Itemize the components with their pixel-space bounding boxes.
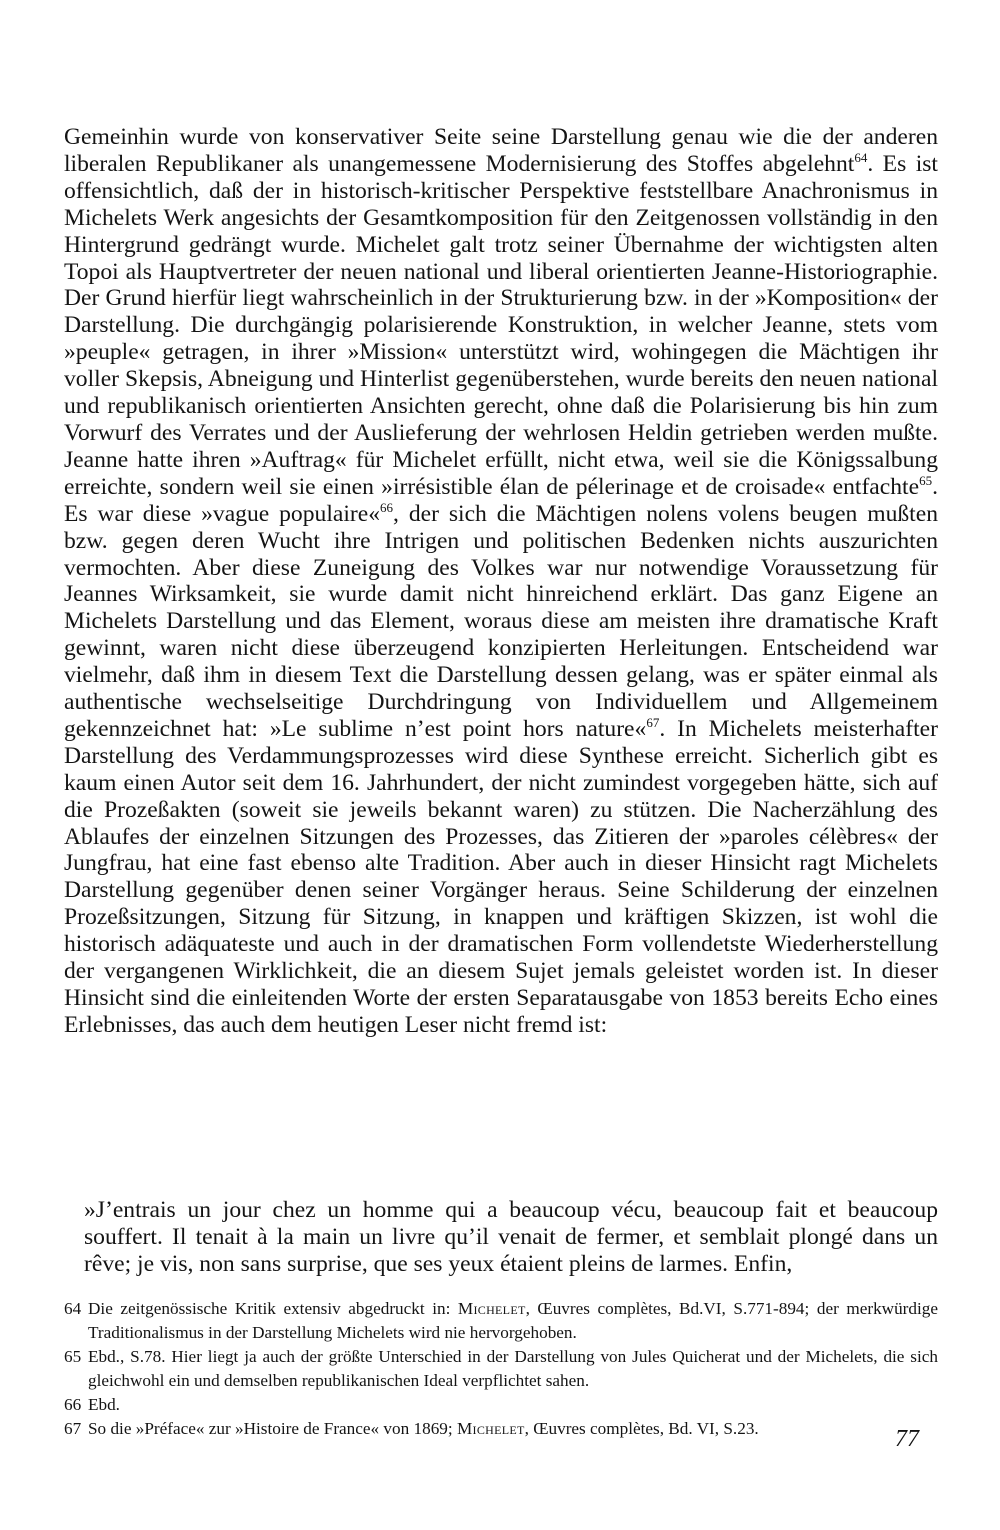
footnote-ref[interactable]: 66 xyxy=(380,499,394,515)
footnote-text: Ebd., S.78. Hier liegt ja auch der größte Unterschied in der Darstellung von Jules Quicherat und der Michelets, die sich gleichwohl ein und demselben republikanischen Ideal verpflichtet sahen. xyxy=(88,1347,938,1391)
block-quote: »J’entrais un jour chez un homme qui a beaucoup vécu, beaucoup fait et beaucoup souffert. Il tenait à la main un livre qu’il venait de fermer, et semblait plongé dans un rêve; je vis, non sans surprise, que ses yeux étaient pleins de larmes. Enfin, xyxy=(84,1197,938,1277)
footnote xyxy=(64,1393,938,1417)
footnote-text: Ebd. xyxy=(88,1395,120,1415)
text-segment: . Es war diese »vague populaire« xyxy=(64,473,938,527)
footnote xyxy=(64,1417,938,1441)
footnote-text-part: Die zeitgenössische Kritik extensiv abgedruckt in: xyxy=(88,1299,458,1318)
text-segment: . Es ist offensichtlich, daß der in historisch-kritischer Perspektive feststellbare Anachronismus in Michelets Werk angesichts der Gesamtkomposition für den Zeitgenossen vollständig in den Hintergrund gedrängt wurde. Michelet galt trotz seiner Übernahme der wichtigsten alten Topoi als Hauptvertreter der neuen national und liberal orientierten Jeanne-Historiographie. Der Grund hierfür liegt wahrscheinlich in der Strukturierung bzw. in der »Komposition« der Darstellung. Die durchgängig polarisierende Konstruktion, in welcher Jeanne, stets vom »peuple« getragen, in ihrer »Mission« unterstützt wird, wohingegen die Mächtigen ihr voller Skepsis, Abneigung und Hinterlist gegenüberstehen, wurde bereits den neuen national und republikanisch orientierten Ansichten gerecht, ohne daß die Polarisierung bis hin zum Vorwurf des Verrates und der Auslieferung der wehrlosen Heldin getrieben werden mußte. Jeanne hatte ihren »Auftrag« für Michelet erfüllt, nicht etwa, weil sie die Königssalbung erreichte, sondern weil sie einen »irrésistible élan de pélerinage et de croisade« entfachte xyxy=(64,150,938,500)
author-name: Michelet xyxy=(456,1419,525,1439)
footnote-ref[interactable]: 64 xyxy=(854,150,868,166)
footnote-number: 66 xyxy=(64,1395,82,1415)
text-segment: Gemeinhin wurde von konservativer Seite seine Darstellung genau wie die der anderen liberalen Republikaner als unangemessene Modernisierung des Stoffes abgelehnt xyxy=(64,124,938,177)
footnote-ref[interactable]: 65 xyxy=(919,472,933,488)
footnotes xyxy=(64,1297,938,1442)
page-number: 77 xyxy=(895,1426,919,1452)
footnote-text xyxy=(88,1297,938,1345)
text-segment: , der sich die Mächtigen nolens volens beugen mußten bzw. gegen deren Wucht ihre Intrigen und politischen Bedenken nichts auszurichten vermochten. Aber diese Zuneigung des Volkes war nur notwendige Voraussetzung für Jeannes Wirksamkeit, sie wurde damit nicht hinreichend erklärt. Das ganz Eigene an Michelets Darstellung und das Element, woraus diese am meisten ihre dramatische Kraft gewinnt, waren nicht diese überzeugend konzipierten Herleitungen. Entscheidend war vielmehr, daß ihm in diesem Text die Darstellung dessen gelang, was er später einmal als authentische wechselseitige Durchdringung von Individuellem und Allgemeinem gekennzeichnet hat: »Le sublime n’est point hors nature« xyxy=(64,500,938,742)
footnote-text-part: , Œuvres complètes, Bd.VI, S.771-894; der merkwürdige Traditionalismus in der Darstellung Michelets wird nie hervorgehoben. xyxy=(88,1299,938,1343)
footnote-number: 64 xyxy=(64,1299,82,1318)
paragraph xyxy=(64,124,938,1039)
footnote xyxy=(64,1297,938,1345)
footnote-text-part: So die »Préface« zur »Histoire de France« von 1869; xyxy=(88,1419,457,1439)
footnote-number: 67 xyxy=(64,1419,82,1439)
footnote-number: 65 xyxy=(64,1347,82,1367)
footnote xyxy=(64,1345,938,1393)
footnote-text-part: , Œuvres complètes, Bd. VI, S.23. xyxy=(524,1419,759,1439)
main-text xyxy=(64,124,938,1039)
text-segment: . In Michelets meisterhafter Darstellung des Verdammungsprozesses wird diese Synthese erreicht. Sicherlich gibt es kaum einen Autor seit dem 16. Jahrhundert, der nicht zumindest vorgegeben hätte, sich auf die Prozeßakten (soweit sie jeweils bekannt waren) zu stützen. Die Nacherzählung des Ablaufes der einzelnen Sitzungen des Prozesses, das Zitieren der »paroles célèbres« der Jungfrau, hat eine fast ebenso alte Tradition. Aber auch in dieser Hinsicht ragt Michelets Darstellung gegenüber denen seiner Vorgänger heraus. Seine Schilderung der einzelnen Prozeßsitzungen, Sitzung für Sitzung, in knappen und kräftigen Skizzen, ist wohl die historisch adäquateste und auch in der dramatischen Form vollendetste Wiederherstellung der vergangenen Wirklichkeit, die an diesem Sujet jemals geleistet worden ist. In dieser Hinsicht sind die einleitenden Worte der ersten Separatausgabe von 1853 bereits Echo eines Erlebnisses, das auch dem heutigen Leser nicht fremd ist: xyxy=(64,715,938,1038)
footnote-ref[interactable]: 67 xyxy=(646,715,660,731)
author-name: Michelet xyxy=(457,1299,526,1318)
footnote-text xyxy=(88,1417,938,1441)
